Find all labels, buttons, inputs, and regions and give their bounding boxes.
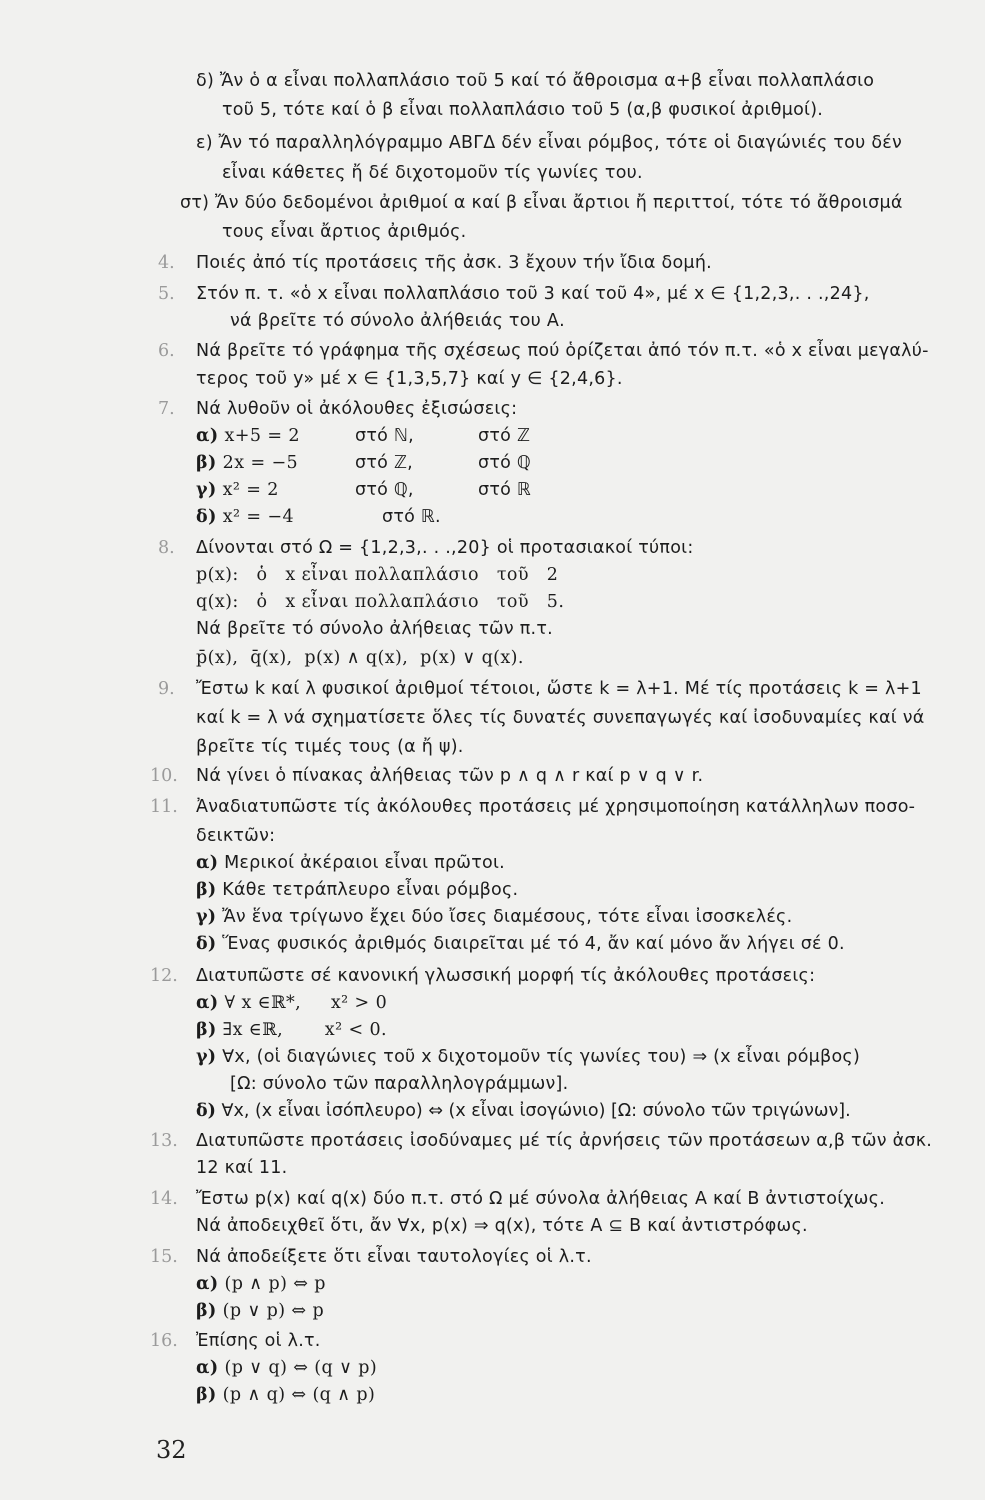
exercise-8-text: Δίνονται στό Ω = {1,2,3,. . .,20} οἱ προτασιακοί τύποι: (196, 538, 694, 558)
exercise-13-line1: Διατυπῶστε προτάσεις ἰσοδύναμες μέ τίς ἀρνήσεις τῶν προτάσεων α,β τῶν ἀσκ. (196, 1131, 933, 1151)
sub-item: α) (p ∧ p) ⇔ p (196, 1274, 326, 1294)
equation-row: γ) x² = 2 (196, 480, 279, 500)
exercise-14-line1: Ἔστω p(x) καί q(x) δύο π.τ. στό Ω μέ σύνολα ἀλήθειας Α καί Β ἀντιστοίχως. (196, 1189, 886, 1209)
equation-domain-1: στό ℚ, (355, 480, 414, 500)
sub-item: α) ∀ x ∈ℝ*, x² > 0 (196, 993, 388, 1013)
exercise-4-text: Ποιές ἀπό τίς προτάσεις τῆς ἀσκ. 3 ἔχουν τήν ἴδια δομή. (196, 253, 712, 273)
exercise-6-line2: τερος τοῦ y» μέ x ∈ {1,3,5,7} καί y ∈ {2,4,6}. (196, 369, 623, 389)
prev-item-d-line2: τοῦ 5, τότε καί ὁ β εἶναι πολλαπλάσιο τοῦ 5 (α,β φυσικοί ἀριθμοί). (222, 100, 824, 120)
sub-item: δ) Ἕνας φυσικός ἀριθμός διαιρεῖται μέ τό 4, ἄν καί μόνο ἄν λήγει σέ 0. (196, 934, 845, 954)
equation-domain-1: στό ℝ. (382, 507, 441, 527)
prev-item-e-line2: εἶναι κάθετες ἤ δέ διχοτομοῦν τίς γωνίες του. (222, 163, 643, 183)
exercise-5-line2: νά βρεῖτε τό σύνολο ἀλήθειάς του Α. (230, 311, 565, 331)
sub-item: α) Μερικοί ἀκέραιοι εἶναι πρῶτοι. (196, 853, 505, 873)
exercise-15-text: Νά ἀποδείξετε ὅτι εἶναι ταυτολογίες οἱ λ.τ. (196, 1247, 592, 1267)
exercise-number: 12. (150, 966, 178, 986)
prev-item-e-line1: ε) Ἄν τό παραλληλόγραμμο ΑΒΓΔ δέν εἶναι ρόμβος, τότε οἱ διαγώνιές του δέν (196, 133, 903, 153)
exercise-13-line2: 12 καί 11. (196, 1158, 288, 1178)
exercise-number: 4. (158, 253, 175, 273)
sub-item: γ) Ἄν ἕνα τρίγωνο ἔχει δύο ἴσες διαμέσους, τότε εἶναι ἰσοσκελές. (196, 907, 793, 927)
exercise-number: 15. (150, 1247, 178, 1267)
equation-domain-2: στό ℤ (478, 426, 531, 446)
sub-item: γ) ∀x, (οἱ διαγώνιες τοῦ x διχοτομοῦν τίς γωνίες του) ⇒ (x εἶναι ρόμβος) (196, 1047, 861, 1067)
page-number: 32 (156, 1436, 187, 1464)
prev-item-st-line2: τους εἶναι ἄρτιος ἀριθμός. (222, 222, 467, 242)
exercise-5-line1: Στόν π. τ. «ὁ x εἶναι πολλαπλάσιο τοῦ 3 καί τοῦ 4», μέ x ∈ {1,2,3,. . .,24}, (196, 284, 870, 304)
exercise-number: 7. (158, 399, 175, 419)
exercise-7-text: Νά λυθοῦν οἱ ἀκόλουθες ἐξισώσεις: (196, 399, 518, 419)
prev-item-st-line1: στ) Ἄν δύο δεδομένοι ἀριθμοί α καί β εἶναι ἄρτιοι ἤ περιττοί, τότε τό ἄθροισμά (180, 193, 903, 213)
sub-item: β) ∃x ∈ℝ, x² < 0. (196, 1020, 387, 1040)
exercise-8-find: Νά βρεῖτε τό σύνολο ἀλήθειας τῶν π.τ. (196, 619, 553, 639)
exercise-10-text: Νά γίνει ὁ πίνακας ἀλήθειας τῶν p ∧ q ∧ r καί p ∨ q ∨ r. (196, 766, 704, 786)
exercise-number: 10. (150, 766, 178, 786)
equation-domain-2: στό ℚ (478, 453, 531, 473)
sub-item: β) (p ∨ p) ⇔ p (196, 1301, 325, 1321)
formula-q: q(x): ὁ x εἶναι πολλαπλάσιο τοῦ 5. (196, 592, 565, 612)
exercise-number: 8. (158, 538, 175, 558)
equation-row: β) 2x = −5 (196, 453, 299, 473)
equation-domain-1: στό ℕ, (355, 426, 414, 446)
exercise-number: 16. (150, 1331, 178, 1351)
equation-domain-2: στό ℝ (478, 480, 532, 500)
exercise-9-line1: Ἔστω k καί λ φυσικοί ἀριθμοί τέτοιοι, ὥστε k = λ+1. Μέ τίς προτάσεις k = λ+1 (196, 679, 922, 699)
exercise-11-line2: δεικτῶν: (196, 826, 276, 846)
exercise-11-line1: Ἀναδιατυπῶστε τίς ἀκόλουθες προτάσεις μέ χρησιμοποίηση κατάλληλων ποσο- (196, 797, 916, 817)
sub-item: δ) ∀x, (x εἶναι ἰσόπλευρο) ⇔ (x εἶναι ἰσογώνιο) [Ω: σύνολο τῶν τριγώνων]. (196, 1101, 851, 1121)
exercise-number: 6. (158, 341, 175, 361)
exercise-12-text: Διατυπῶστε σέ κανονική γλωσσική μορφή τίς ἀκόλουθες προτάσεις: (196, 966, 816, 986)
sub-item: β) (p ∧ q) ⇔ (q ∧ p) (196, 1385, 376, 1405)
prev-item-d-line1: δ) Ἄν ὁ α εἶναι πολλαπλάσιο τοῦ 5 καί τό ἄθροισμα α+β εἶναι πολλαπλάσιο (196, 71, 875, 91)
formula-p: p(x): ὁ x εἶναι πολλαπλάσιο τοῦ 2 (196, 565, 559, 585)
exercise-9-line2: καί k = λ νά σχηματίσετε ὅλες τίς δυνατές συνεπαγωγές καί ἰσοδυναμίες καί νά (196, 708, 925, 728)
exercise-number: 13. (150, 1131, 178, 1151)
exercise-6-line1: Νά βρεῖτε τό γράφημα τῆς σχέσεως πού ὁρίζεται ἀπό τόν π.τ. «ὁ x εἶναι μεγαλύ- (196, 341, 929, 361)
exercise-9-line3: βρεῖτε τίς τιμές τους (α ἤ ψ). (196, 737, 464, 757)
sub-item-continuation: [Ω: σύνολο τῶν παραλληλογράμμων]. (230, 1074, 569, 1094)
exercise-number: 11. (150, 797, 178, 817)
formula-list: p̄(x), q̄(x), p(x) ∧ q(x), p(x) ∨ q(x). (196, 648, 524, 668)
equation-row: α) x+5 = 2 (196, 426, 300, 446)
exercise-number: 5. (158, 284, 175, 304)
exercise-14-line2: Νά ἀποδειχθεῖ ὅτι, ἄν ∀x, p(x) ⇒ q(x), τότε Α ⊆ Β καί ἀντιστρόφως. (196, 1216, 808, 1236)
exercise-number: 9. (158, 679, 175, 699)
sub-item: α) (p ∨ q) ⇔ (q ∨ p) (196, 1358, 378, 1378)
equation-row: δ) x² = −4 (196, 507, 295, 527)
exercise-number: 14. (150, 1189, 178, 1209)
exercise-16-text: Ἐπίσης οἱ λ.τ. (196, 1331, 321, 1351)
sub-item: β) Κάθε τετράπλευρο εἶναι ρόμβος. (196, 880, 519, 900)
equation-domain-1: στό ℤ, (355, 453, 413, 473)
